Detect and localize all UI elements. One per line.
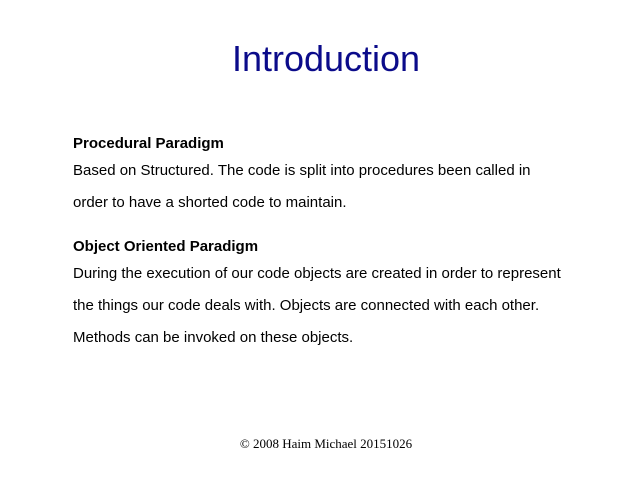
section-text-line: Methods can be invoked on these objects.	[73, 329, 354, 346]
section-heading: Object Oriented Paradigm	[73, 238, 259, 255]
section-text-line: the things our code deals with. Objects are connected with each other.	[73, 297, 540, 314]
section-heading: Procedural Paradigm	[73, 135, 224, 152]
copyright-footer: © 2008 Haim Michael 20151026	[239, 436, 413, 451]
section-text-line: During the execution of our code objects are created in order to represent	[73, 265, 561, 282]
section-procedural	[73, 134, 613, 213]
section-text-line: Based on Structured. The code is split into procedures been called in	[73, 162, 531, 179]
slide-content	[73, 134, 613, 360]
section-text-line: order to have a shorted code to maintain.	[73, 194, 347, 211]
slide-title: Introduction	[231, 38, 421, 79]
section-object-oriented	[73, 237, 613, 348]
section-spacer	[73, 225, 613, 237]
